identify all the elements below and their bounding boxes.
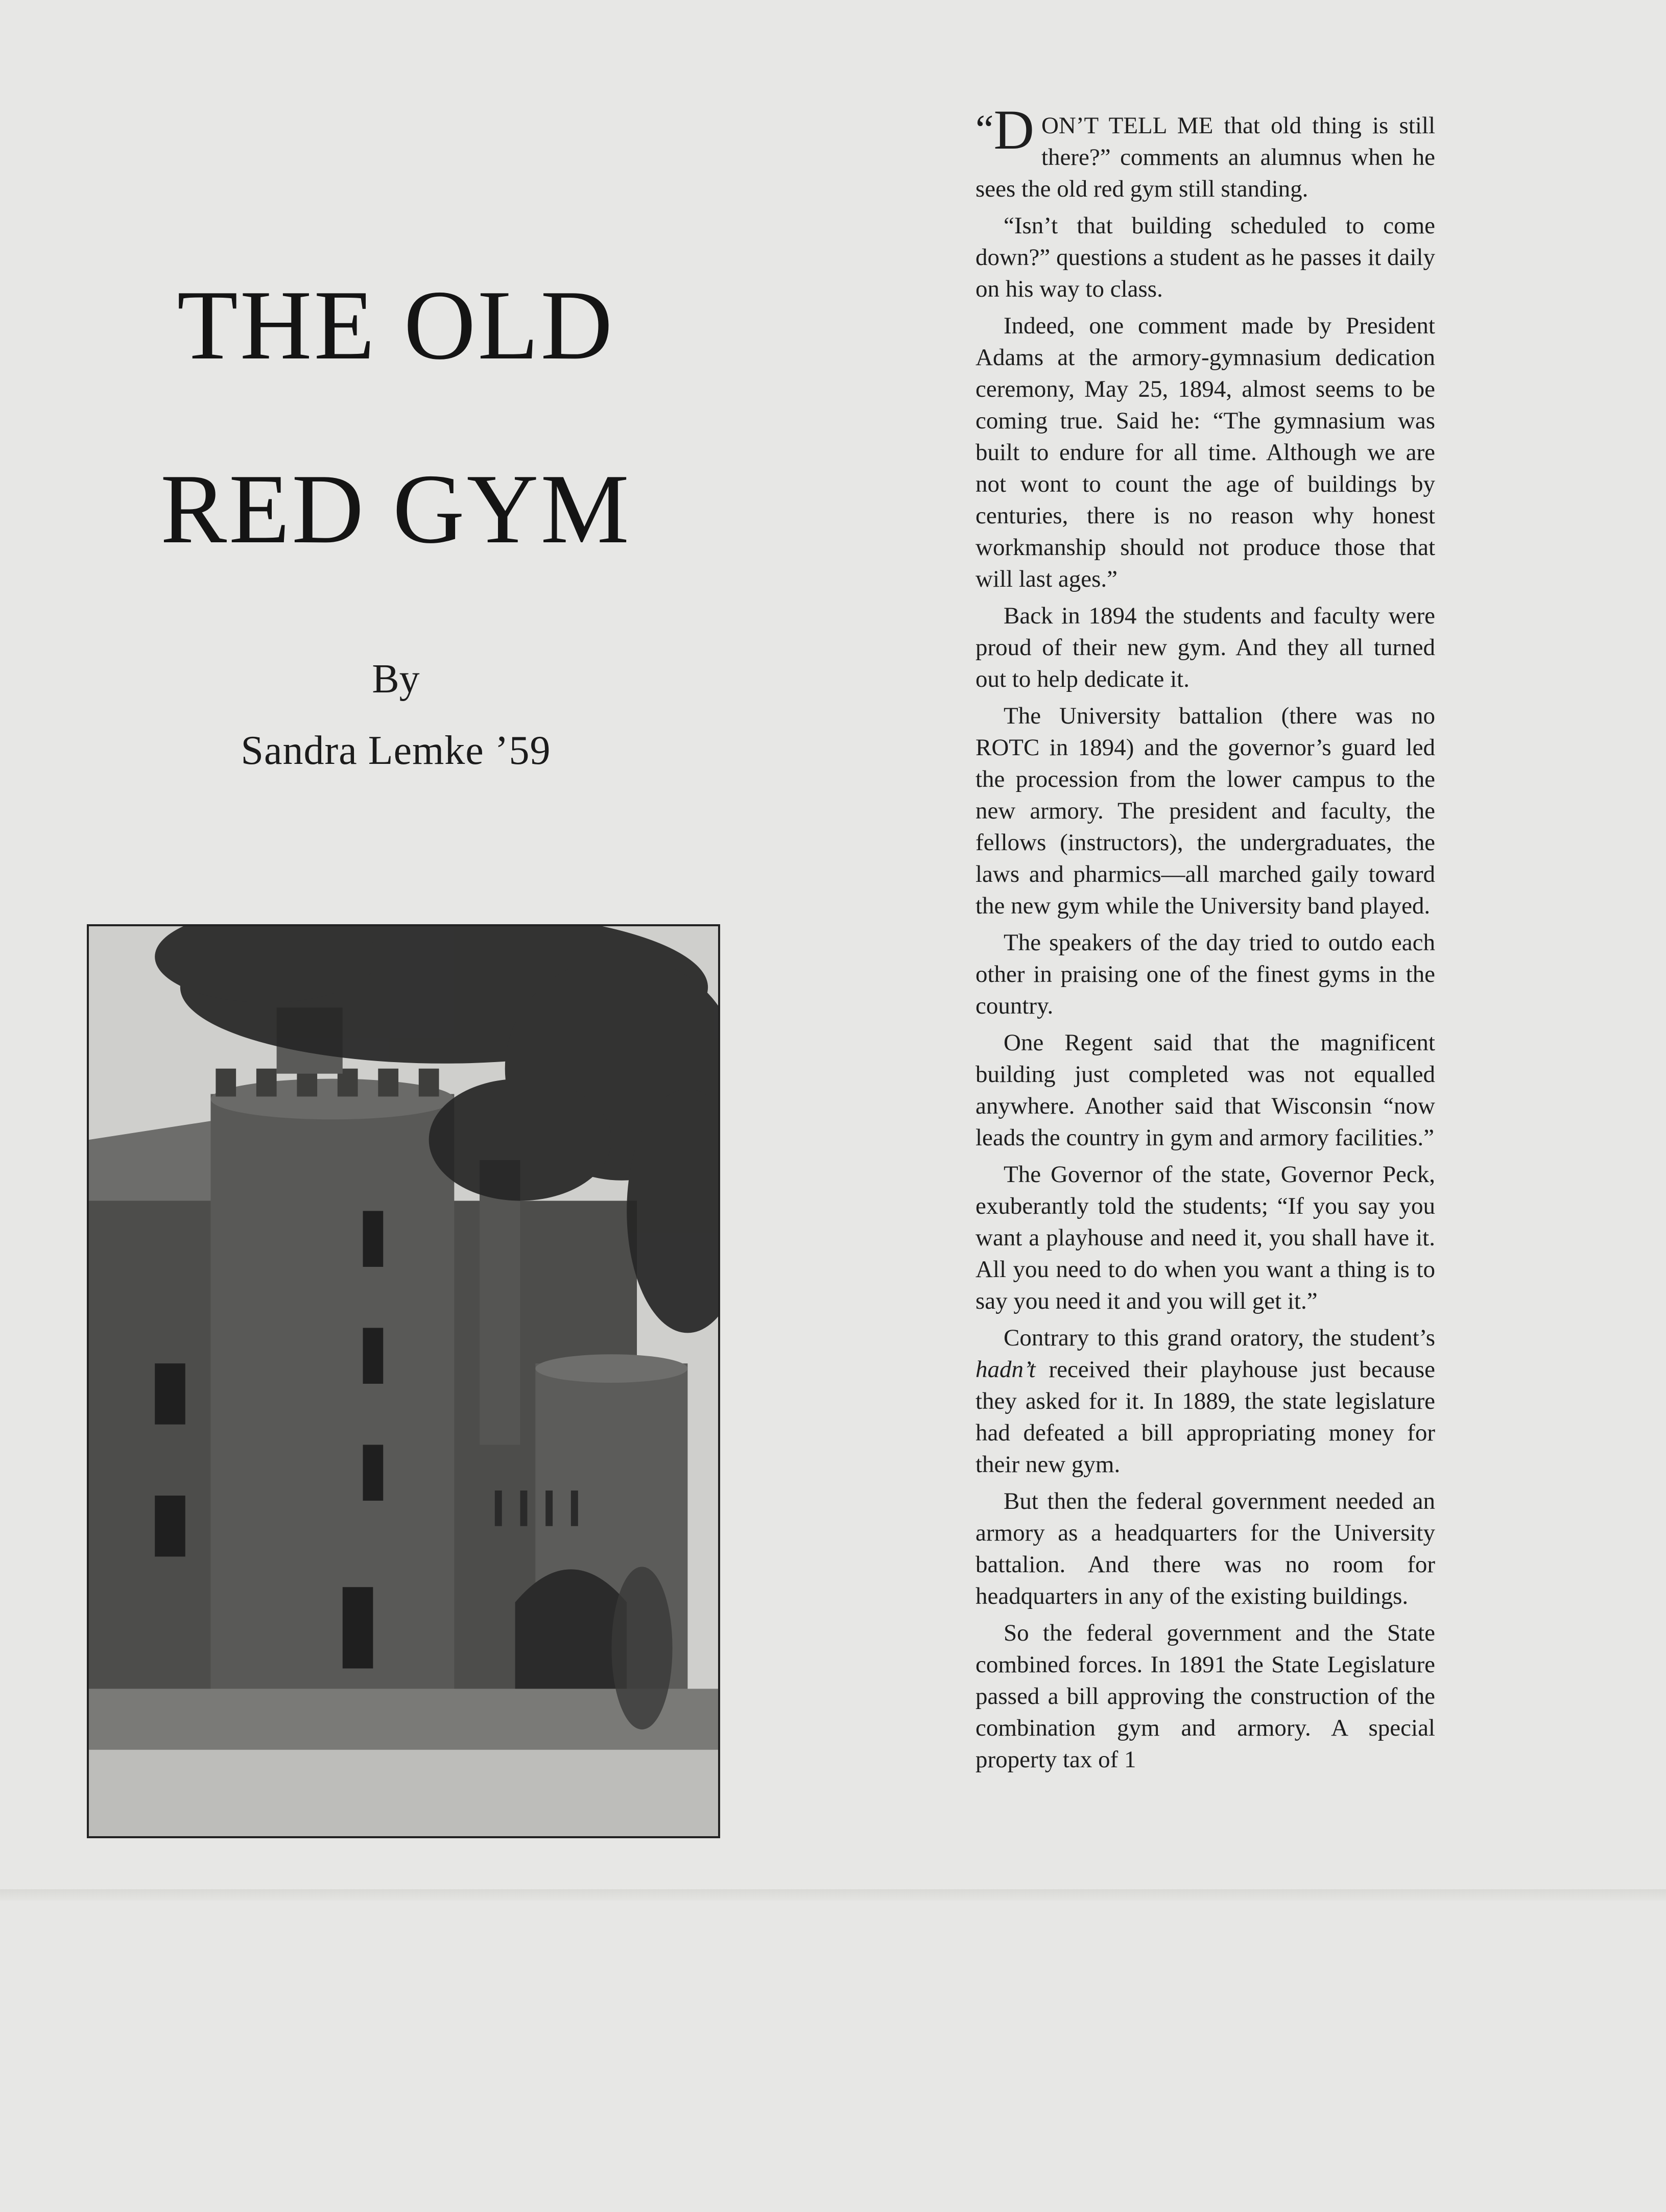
article-body <box>975 99 1435 1781</box>
article-paragraph: One Regent said that the magnificent building just completed was not equalled anywhere. Another said that Wisconsin “now leads the country in gym and armory facilities.” <box>975 1029 1435 1151</box>
article-paragraph: The speakers of the day tried to outdo each other in praising one of the finest gyms in the country. <box>975 929 1435 1019</box>
byline-author: Sandra Lemke ’59 <box>241 728 551 773</box>
armory-building-illustration <box>89 926 718 1836</box>
article-title-line-2: RED GYM <box>160 454 631 564</box>
article-paragraph: The University battalion (there was no ROTC in 1894) and the governor’s guard led the procession from the lower campus to the new armory. The president and faculty, the fellows (instructors), the undergraduates, the laws and pharmics—all marched gaily toward the new gym while the University band played. <box>975 703 1435 919</box>
article-paragraph: The Governor of the state, Governor Peck, exuberantly told the students; “If you say you want a playhouse and need it, you shall have it. All you need to do when you want a thing is to say you need it and you will get it.” <box>975 1161 1435 1314</box>
article-paragraph: “Isn’t that building scheduled to come down?” questions a student as he passes it daily on his way to class. <box>975 212 1435 302</box>
article-paragraph: So the federal government and the State combined forces. In 1891 the State Legislature passed a bill approving the construction of the combination gym and armory. A special property tax of 1 <box>975 1620 1435 1773</box>
emphasis-hadnt: hadn’t <box>975 1356 1036 1383</box>
lead-in-caps: ON’T TELL ME <box>1041 112 1213 139</box>
article-paragraph: Contrary to this grand oratory, the student’s hadn’t received their playhouse just because they asked for it. In 1889, the state legislature had defeated a bill appropriating money for their new gym. <box>975 1325 1435 1478</box>
red-gym-photograph <box>87 924 720 1838</box>
drop-cap: “D <box>975 99 1034 161</box>
article-paragraph: Back in 1894 the students and faculty were proud of their new gym. And they all turned out to help dedicate it. <box>975 603 1435 692</box>
byline-by: By <box>372 657 420 702</box>
article-paragraph: But then the federal government needed an armory as a headquarters for the University battalion. And there was no room for headquarters in any of the existing buildings. <box>975 1488 1435 1609</box>
page-fold-line <box>0 1889 1666 1901</box>
article-paragraph: “D ON’T TELL ME that old thing is still there?” comments an alumnus when he sees the old red gym still standing. <box>975 99 1435 202</box>
article-title-line-1: THE OLD <box>177 270 615 380</box>
article-paragraph: Indeed, one comment made by President Adams at the armory-gymnasium dedication ceremony, May 25, 1894, almost seems to be coming true. Said he: “The gymnasium was built to endure for all time. Although we are not wont to count the age of buildings by centuries, there is no reason why honest workmanship should not produce those that will last ages.” <box>975 312 1435 592</box>
